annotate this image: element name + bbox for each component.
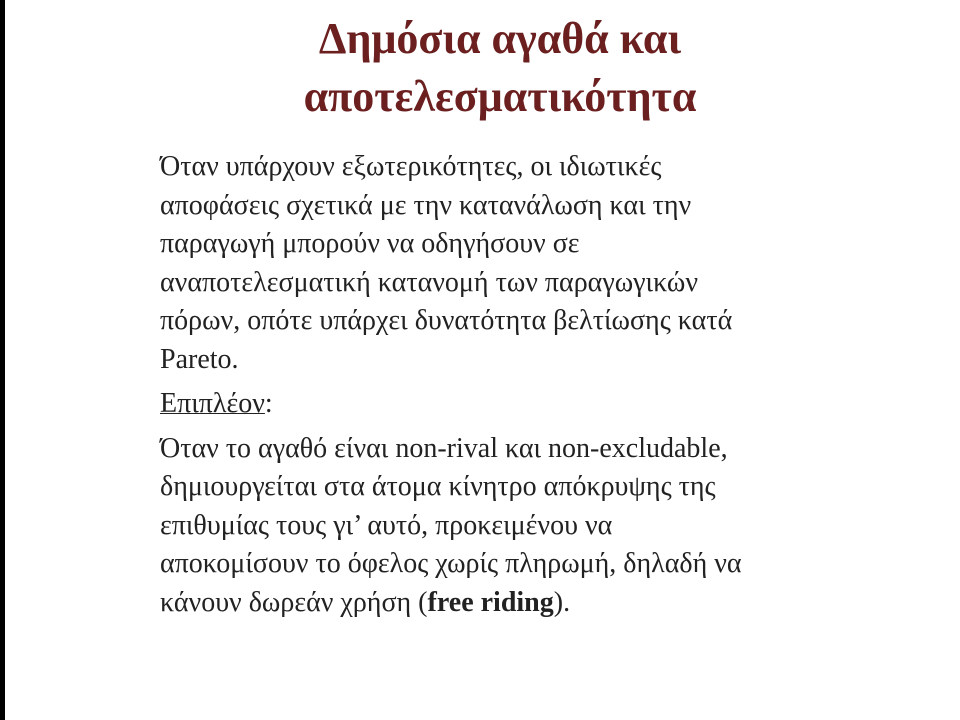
subheading-moreover (160, 385, 880, 424)
paragraph2-line-2: δημιουργείται στα άτομα κίνητρο απόκρυψης της (160, 471, 716, 502)
slide-body (160, 148, 880, 622)
title-line-1: Δημόσια αγαθά και (318, 14, 682, 63)
last-line-suffix: ). (553, 586, 571, 618)
paragraph1-line-1: Όταν υπάρχουν εξωτερικότητες, οι ιδιωτικές (160, 151, 662, 182)
paragraph1-line-6: Pareto. (160, 343, 239, 375)
paragraph1-line-2: αποφάσεις σχετικά με την κατανάλωση και την (160, 189, 692, 221)
paragraph1-line-5: πόρων, οπότε υπάρχει δυνατότητα βελτίωσης κατά (160, 305, 733, 336)
slide-title (150, 10, 850, 126)
subheading-text: Επιπλέον (160, 388, 265, 419)
paragraph2-line-1: Όταν το αγαθό είναι non-rival και non-excludable, (160, 432, 728, 464)
free-riding-term: free riding (427, 586, 554, 618)
paragraph2-line-3: επιθυμίας τους γι’ αυτό, προκειμένου να (160, 509, 613, 541)
paragraph2-line-5 (160, 584, 880, 623)
paragraph2-line-4: αποκομίσουν το όφελος χωρίς πληρωμή, δηλαδή να (160, 548, 742, 579)
left-border-rule (0, 0, 5, 720)
paragraph1-line-4: αναποτελεσματική κατανομή των παραγωγικών (160, 266, 699, 298)
subheading-colon: : (264, 388, 273, 419)
last-line-prefix: κάνουν δωρεάν χρήση ( (160, 586, 428, 618)
paragraph1-line-3: παραγωγή μπορούν να οδηγήσουν σε (160, 228, 580, 259)
title-line-2: αποτελεσματικότητα (303, 72, 697, 121)
